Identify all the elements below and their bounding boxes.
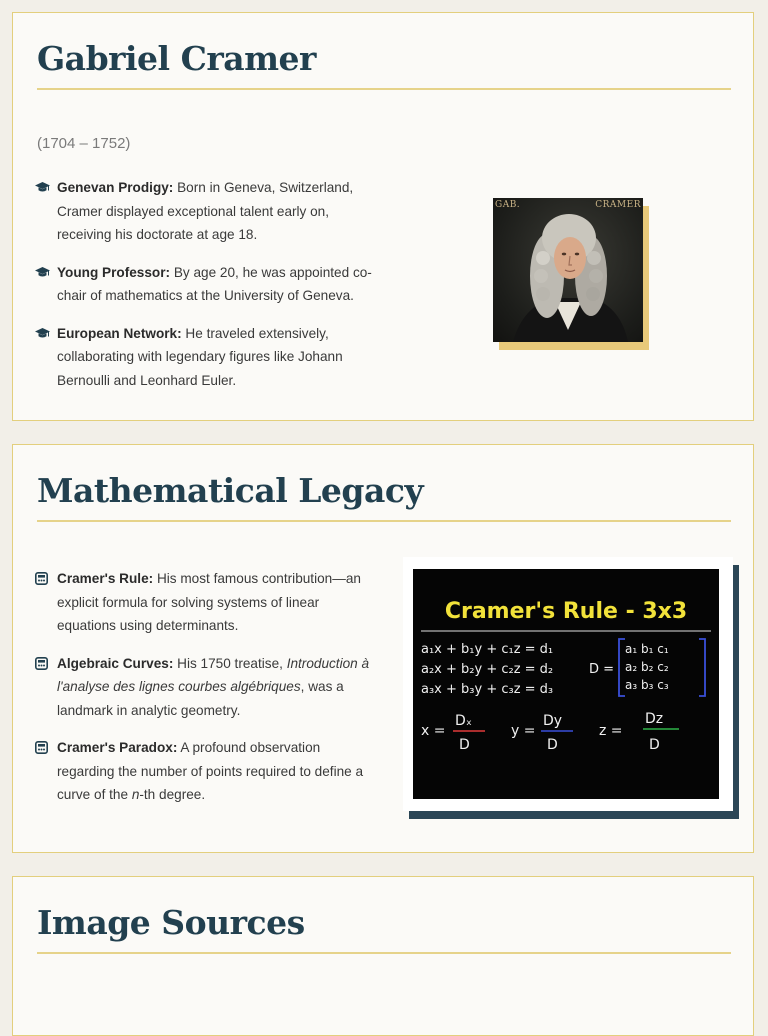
portrait-image <box>493 198 643 342</box>
item-label: European Network: <box>57 325 182 341</box>
bio-title: Gabriel Cramer <box>37 39 316 78</box>
legacy-card <box>12 444 754 853</box>
list-item <box>35 652 375 723</box>
item-text: His most famous contribution—an explicit formula for solving systems of linear equations using determinants. <box>57 571 361 633</box>
cramers-rule-image <box>403 557 739 821</box>
graduation-cap-icon <box>35 266 50 279</box>
life-dates: (1704 – 1752) <box>37 135 131 152</box>
matrix-row-2: a₂ b₂ c₂ <box>625 660 669 674</box>
y-numerator: Dy <box>543 713 563 729</box>
z-denominator: D <box>649 737 660 753</box>
bio-list <box>35 176 375 406</box>
equation-1: a₁x + b₁y + c₁z = d₁ <box>421 642 554 657</box>
board-math <box>413 569 719 799</box>
z-label: z = <box>599 723 623 739</box>
list-item <box>35 322 375 393</box>
list-item <box>35 567 375 638</box>
x-denominator: D <box>459 737 470 753</box>
title-divider <box>37 520 731 522</box>
calculator-icon <box>35 741 50 754</box>
item-label: Cramer's Paradox: <box>57 740 178 755</box>
sources-title: Image Sources <box>37 903 305 942</box>
item-label: Young Professor: <box>57 264 171 280</box>
list-item <box>35 736 375 807</box>
title-divider <box>37 952 731 954</box>
calculator-icon <box>35 657 50 670</box>
matrix-bracket-right <box>699 639 705 696</box>
x-label: x = <box>421 723 446 739</box>
list-item <box>35 261 375 308</box>
equation-2: a₂x + b₂y + c₂z = d₂ <box>421 662 554 677</box>
item-text: By age 20, he was appointed co-chair of mathematics at the University of Geneva. <box>57 264 372 303</box>
legacy-title: Mathematical Legacy <box>37 471 424 510</box>
portrait-figure <box>493 198 643 342</box>
treatise-title: Introduction à l'analyse des lignes courbes algébriques <box>57 655 370 694</box>
y-label: y = <box>511 723 536 739</box>
x-numerator: Dₓ <box>455 713 472 729</box>
item-text: His 1750 treatise, <box>173 655 287 671</box>
graduation-cap-icon <box>35 327 50 340</box>
y-denominator: D <box>547 737 558 753</box>
calculator-icon <box>35 572 50 585</box>
legacy-list <box>35 567 375 821</box>
item-label: Cramer's Rule: <box>57 571 154 586</box>
portrait-label-right: CRAMER <box>595 200 641 210</box>
degree-variable: n <box>131 787 140 802</box>
item-text: He traveled extensively, collaborating with legendary figures like Johann Bernoulli and Leonhard Euler. <box>57 325 343 388</box>
item-label: Genevan Prodigy: <box>57 180 174 195</box>
cramer-portrait <box>493 198 649 348</box>
matrix-row-3: a₃ b₃ c₃ <box>625 678 669 692</box>
graduation-cap-icon <box>35 181 50 194</box>
board-frame <box>403 557 733 811</box>
item-text: A profound observation regarding the number of points required to define a curve of the <box>57 740 364 802</box>
title-divider <box>37 88 731 90</box>
sources-card <box>12 876 754 1036</box>
list-item <box>35 176 375 247</box>
item-label: Algebraic Curves: <box>57 655 174 671</box>
d-label: D = <box>589 662 615 677</box>
z-numerator: Dz <box>645 711 664 727</box>
item-text: -th degree. <box>139 787 206 802</box>
item-text: Born in Geneva, Switzerland, Cramer displayed exceptional talent early on, receiving his doctorate at age 18. <box>57 180 354 242</box>
equation-3: a₃x + b₃y + c₃z = d₃ <box>421 682 554 697</box>
matrix-row-1: a₁ b₁ c₁ <box>625 642 669 656</box>
bio-card <box>12 12 754 421</box>
blackboard <box>413 569 719 799</box>
board-title: Cramer's Rule - 3x3 <box>444 599 688 624</box>
item-text: , was a landmark in analytic geometry. <box>57 679 344 718</box>
portrait-label-left: GAB. <box>495 200 521 210</box>
